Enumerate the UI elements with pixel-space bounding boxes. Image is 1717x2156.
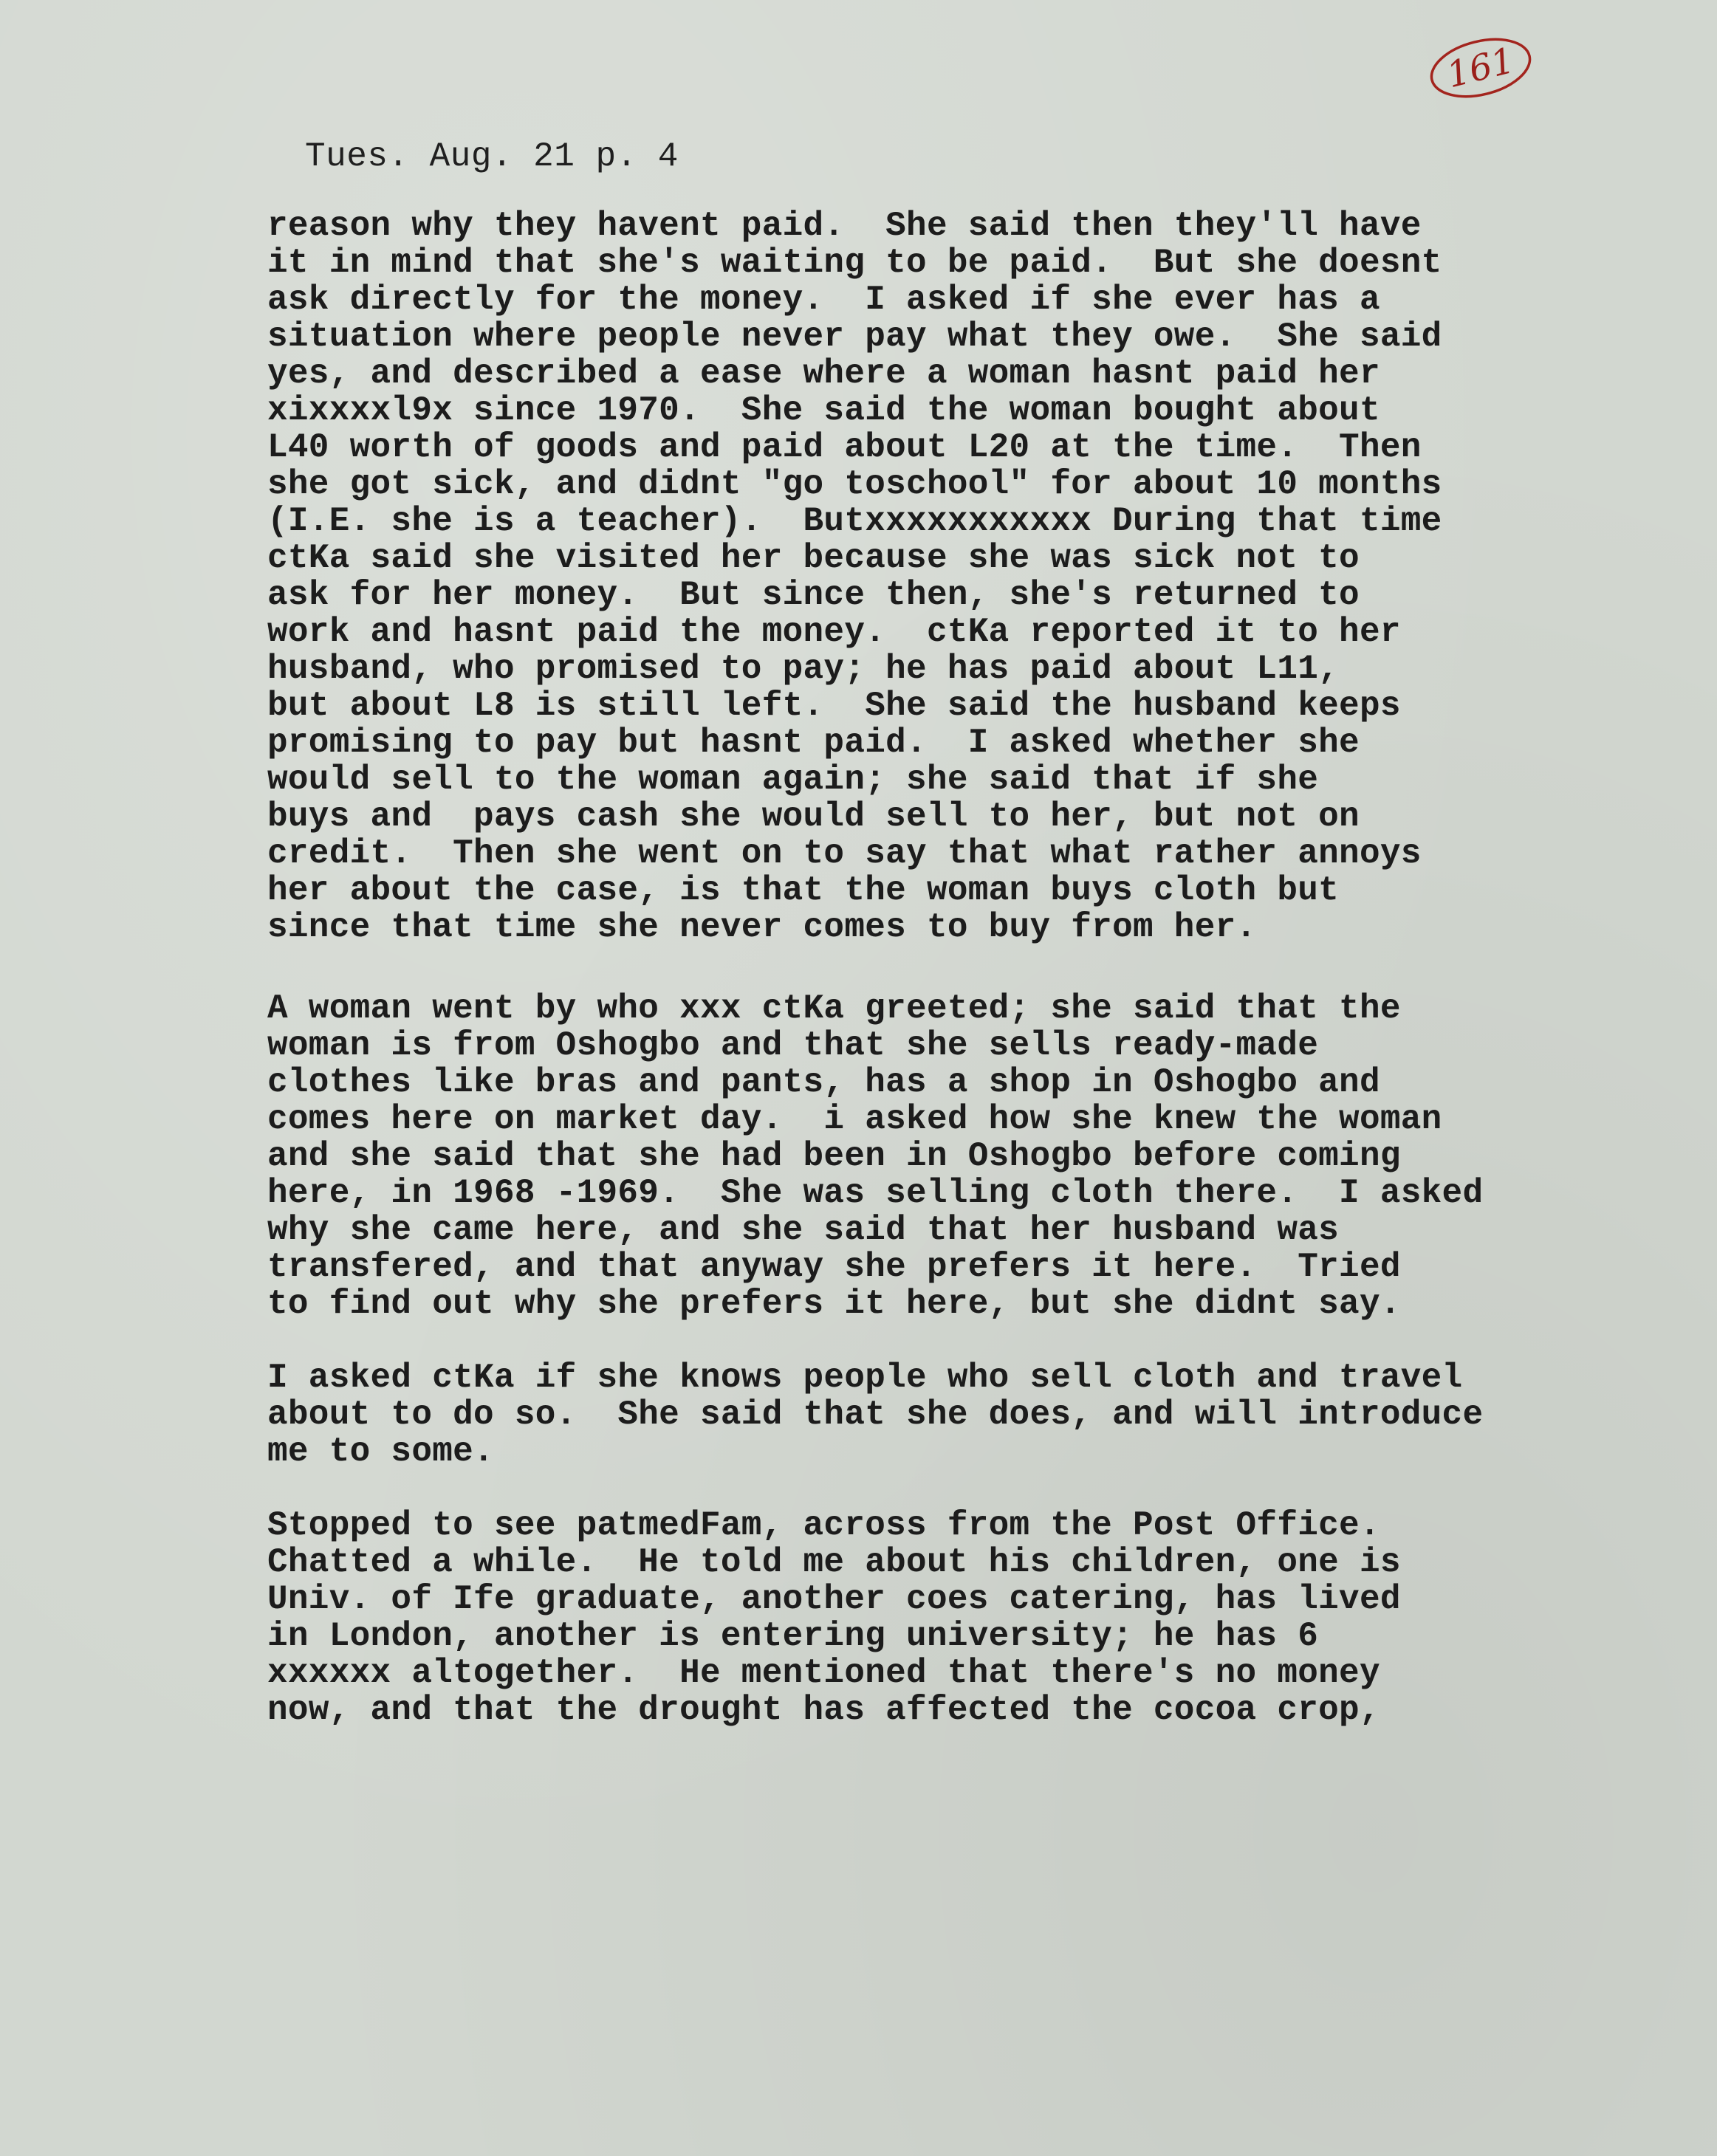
text-line: A woman went by who xxx ctKa greeted; she said that the <box>267 989 1401 1028</box>
text-line: L40 worth of goods and paid about L20 at the time. Then <box>267 428 1422 467</box>
text-line: Univ. of Ife graduate, another coes catering, has lived <box>267 1580 1401 1618</box>
text-line: why she came here, and she said that her husband was <box>267 1211 1340 1249</box>
text-line: would sell to the woman again; she said that if she <box>267 761 1319 799</box>
text-line: about to do so. She said that she does, and will introduce <box>267 1395 1484 1434</box>
text-line: yes, and described a ease where a woman hasnt paid her <box>267 354 1380 393</box>
text-line: ask for her money. But since then, she's returned to <box>267 576 1360 614</box>
text-line: I asked ctKa if she knows people who sell cloth and travel <box>267 1359 1463 1397</box>
text-line: comes here on market day. i asked how she knew the woman <box>267 1100 1442 1139</box>
text-line: credit. Then she went on to say that what rather annoys <box>267 834 1422 873</box>
text-line: woman is from Oshogbo and that she sells ready-made <box>267 1026 1319 1065</box>
text-line: to find out why she prefers it here, but she didnt say. <box>267 1285 1401 1323</box>
text-line: xixxxxl9x since 1970. She said the woman bought about <box>267 391 1380 430</box>
text-line: now, and that the drought has affected the cocoa crop, <box>267 1691 1380 1729</box>
text-line: her about the case, is that the woman buys cloth but <box>267 871 1340 910</box>
text-line: situation where people never pay what they owe. She said <box>267 317 1442 356</box>
text-line: Stopped to see patmedFam, across from the Post Office. <box>267 1506 1380 1545</box>
text-line: it in mind that she's waiting to be paid. But she doesnt <box>267 244 1442 282</box>
text-line: reason why they havent paid. She said then they'll have <box>267 207 1422 245</box>
text-line: xxxxxx altogether. He mentioned that there's no money <box>267 1654 1380 1692</box>
text-line: work and hasnt paid the money. ctKa reported it to her <box>267 613 1401 651</box>
text-line: here, in 1968 -1969. She was selling cloth there. I asked <box>267 1174 1484 1212</box>
text-line: she got sick, and didnt "go toschool" for about 10 months <box>267 465 1442 504</box>
text-line: promising to pay but hasnt paid. I asked whether she <box>267 724 1360 762</box>
text-line: transfered, and that anyway she prefers it here. Tried <box>267 1248 1401 1286</box>
text-line: husband, who promised to pay; he has paid about L11, <box>267 650 1340 688</box>
text-line: Chatted a while. He told me about his children, one is <box>267 1543 1401 1582</box>
text-line: clothes like bras and pants, has a shop in Oshogbo and <box>267 1063 1380 1102</box>
text-line: me to some. <box>267 1432 494 1471</box>
text-line: (I.E. she is a teacher). Butxxxxxxxxxxx During that time <box>267 502 1442 540</box>
handwritten-page-number <box>1425 31 1536 105</box>
page-header: Tues. Aug. 21 p. 4 <box>305 137 679 176</box>
text-line: buys and pays cash she would sell to her, but not on <box>267 797 1360 836</box>
text-line: ctKa said she visited her because she was sick not to <box>267 539 1360 577</box>
text-line: and she said that she had been in Oshogbo before coming <box>267 1137 1401 1175</box>
text-line: but about L8 is still left. She said the husband keeps <box>267 687 1401 725</box>
text-line: ask directly for the money. I asked if she ever has a <box>267 281 1380 319</box>
text-line: since that time she never comes to buy from her. <box>267 908 1257 947</box>
text-line: in London, another is entering university; he has 6 <box>267 1617 1319 1655</box>
page-number-text: 161 <box>1442 39 1519 97</box>
